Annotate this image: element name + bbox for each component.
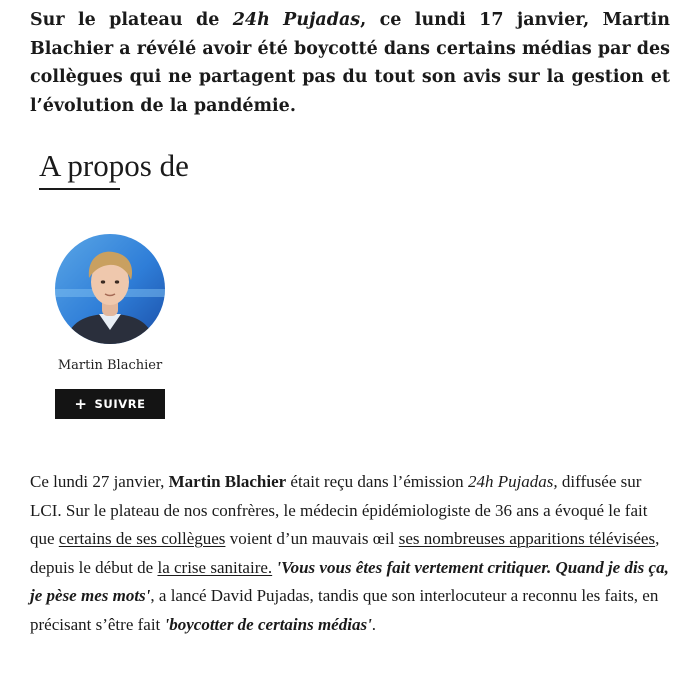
body-text-4: voient d’un mauvais œil — [225, 529, 399, 548]
link-colleagues[interactable]: certains de ses collègues — [58, 529, 226, 548]
follow-button-label: SUIVRE — [94, 397, 146, 411]
lead-show-name: 24h Pujadas — [232, 10, 361, 30]
body-text-1: Ce lundi 27 janvier, — [30, 472, 169, 491]
quote-pujadas: 'Vous vous êtes fait vertement critiquer. Quand je dis ça, je pèse mes mots' — [30, 557, 669, 605]
person-name[interactable]: Martin Blachier — [57, 358, 163, 373]
about-title-underline — [39, 188, 120, 190]
plus-icon: + — [74, 394, 88, 413]
body-text-2: était reçu dans l’émission — [286, 472, 468, 491]
body-show-name: 24h Pujadas, — [467, 472, 558, 491]
body-text-7: , a lancé David Pujadas, tandis que son interlocuteur a reconnu les faits, en précisant s’être fait — [30, 586, 659, 634]
lead-text-2: , ce lundi 17 janvier, Martin Blachier a révélé avoir été boycotté dans certains médias par des collègues qui ne partagent pas du tout son avis sur la gestion et l’évolution de la pandémie. — [30, 10, 671, 116]
quote-boycott: 'boycotter de certains médias' — [164, 614, 372, 634]
avatar-photo — [55, 234, 165, 344]
avatar[interactable] — [55, 234, 165, 344]
follow-button[interactable] — [55, 389, 165, 419]
lead-text-1: Sur le plateau de — [30, 10, 233, 30]
link-tv-appearances[interactable]: ses nombreuses apparitions télévisées — [398, 529, 656, 548]
body-text-5: , depuis le début de — [30, 529, 660, 577]
about-section-title: A propos de — [39, 148, 189, 183]
link-health-crisis[interactable]: la crise sanitaire. — [157, 557, 273, 577]
article-body — [30, 468, 670, 639]
article-lead — [30, 6, 670, 120]
body-text-3: diffusée sur LCI. Sur le plateau de nos confrères, le médecin épidémiologiste de 36 ans a évoqué le fait que — [30, 472, 648, 548]
body-person-name: Martin Blachier — [168, 472, 287, 491]
body-text-8: . — [371, 614, 377, 634]
